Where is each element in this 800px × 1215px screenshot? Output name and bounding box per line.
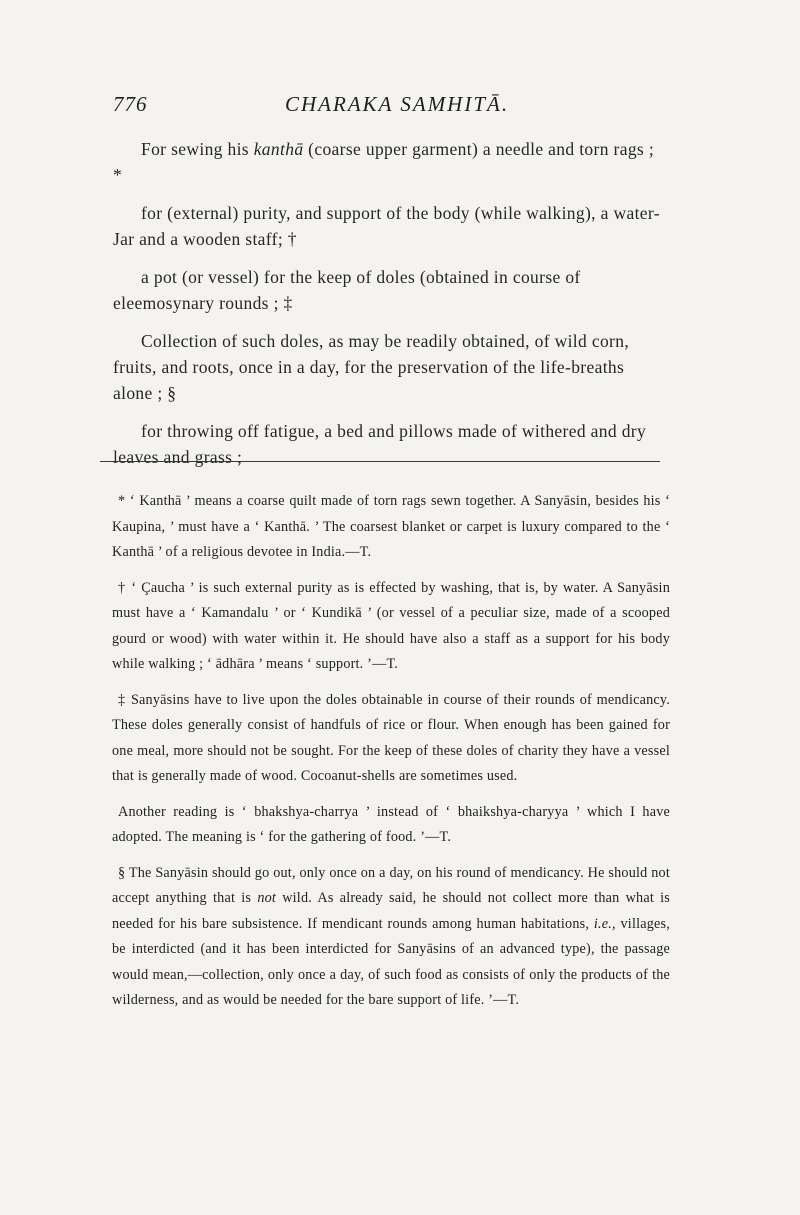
- footnote-text: wild. As already said, he should not collect more than what is needed for his bare subsistence. If mendicant rounds among human habitations,: [112, 890, 670, 932]
- page-number: 776: [113, 92, 148, 116]
- main-text: [113, 136, 661, 482]
- footnote: * ‘ Kanthā ’ means a coarse quilt made of torn rags sewn together. A Sanyāsin, besides his ‘ Kaupina, ’ must have a ‘ Kanthā. ’ The coarsest blanket or carpet is luxury compared to the ‘ Kanthā ’ of a religious devotee in India.—T.: [112, 493, 670, 560]
- verse-paragraph: a pot (or vessel) for the keep of doles (obtained in course of eleemosynary rounds ; ‡: [113, 267, 581, 313]
- footnote-text: villages, be interdicted (and it has been interdicted for Sanyāsins of an advanced type), the passage would mean,—collection, only once a day, of such food as consists of only the products of the wilderness, and as would be needed for the bare support of life. ’—T.: [112, 915, 670, 1008]
- verse-text: For sewing his: [141, 139, 254, 159]
- footnote-divider: [100, 461, 660, 462]
- footnote: † ‘ Çaucha ’ is such external purity as is effected by washing, that is, by water. A Sanyāsin must have a ‘ Kamandalu ’ or ‘ Kundikā ’ (or vessel of a peculiar size, made of a scooped gourd or wood) with water within it. He should have also a staff as a support for his body while walking ; ‘ ādhāra ’ means ‘ support. ’—T.: [112, 579, 670, 672]
- page-header: [113, 92, 673, 122]
- footnote-text: § The Sanyāsin should go out, only once on a day, on his round of mendicancy. He should not accept anything that is: [112, 864, 670, 906]
- verse-paragraph: [113, 136, 661, 188]
- footnotes: [112, 489, 670, 1024]
- footnote-italic: i.e.,: [593, 915, 616, 932]
- footnote: [112, 861, 670, 1014]
- footnote: ‡ Sanyāsins have to live upon the doles obtainable in course of their rounds of mendicancy. These doles generally consist of handfuls of rice or flour. When enough has been gained for one meal, more should not be sought. For the keep of these doles of charity they have a vessel that is generally made of wood. Cocoanut-shells are sometimes used.: [112, 691, 670, 784]
- verse-paragraph: for (external) purity, and support of the body (while walking), a water-Jar and a wooden staff; †: [113, 203, 660, 249]
- verse-italic-term: kanthā: [253, 139, 304, 159]
- footnote-italic: not: [257, 890, 277, 906]
- verse-text: (coarse upper garment) a needle and torn rags ; *: [113, 139, 655, 185]
- verse-paragraph: for throwing off fatigue, a bed and pillows made of withered and dry leaves and grass ;: [113, 421, 647, 467]
- running-title: CHARAKA SAMHITĀ.: [285, 92, 510, 116]
- footnote: Another reading is ‘ bhakshya-charrya ’ instead of ‘ bhaikshya-charyya ’ which I have adopted. The meaning is ‘ for the gathering of food. ’—T.: [112, 803, 670, 845]
- verse-paragraph: Collection of such doles, as may be readily obtained, of wild corn, fruits, and roots, once in a day, for the preservation of the life-breaths alone ; §: [113, 331, 630, 403]
